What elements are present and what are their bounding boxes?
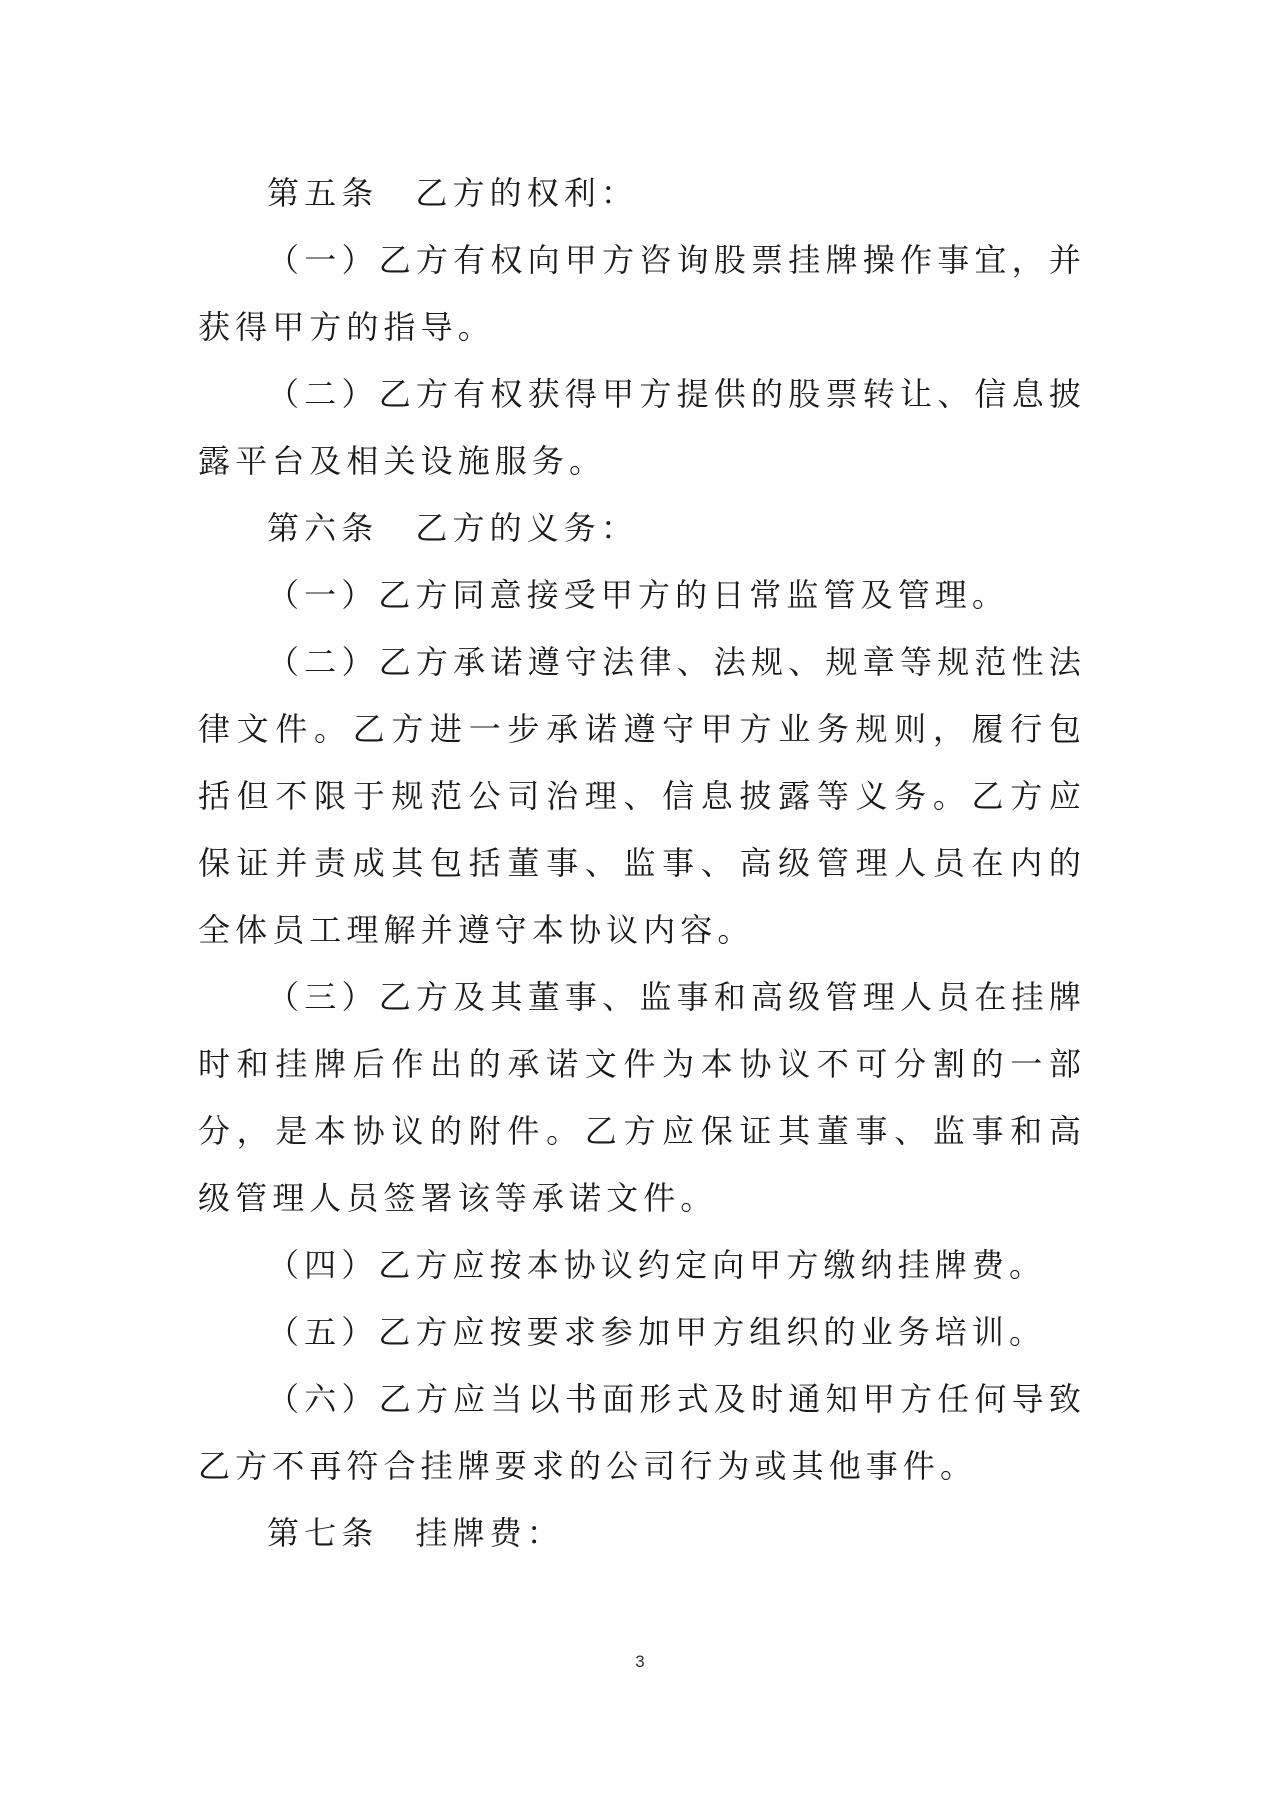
article-6-item-5: （五）乙方应按要求参加甲方组织的业务培训。	[267, 1313, 1047, 1351]
article-7-heading: 第七条 挂牌费：	[267, 1514, 564, 1552]
article-6-item-1: （一）乙方同意接受甲方的日常监管及管理。	[267, 576, 1010, 614]
document-body	[198, 160, 1086, 1567]
page-number: 3	[635, 1652, 645, 1671]
article-6-item-2: （二）乙方承诺遵守法律、法规、规章等规范性法律文件。乙方进一步承诺遵守甲方业务规则，履行包括但不限于规范公司治理、信息披露等义务。乙方应保证并责成其包括董事、监事、高级管理人员在内的全体员工理解并遵守本协议内容。	[198, 643, 1086, 949]
article-5-item-1: （一）乙方有权向甲方咨询股票挂牌操作事宜，并获得甲方的指导。	[198, 241, 1086, 346]
article-6-item-4: （四）乙方应按本协议约定向甲方缴纳挂牌费。	[267, 1246, 1047, 1284]
article-5-item-2: （二）乙方有权获得甲方提供的股票转让、信息披露平台及相关设施服务。	[198, 375, 1086, 480]
article-6-heading: 第六条 乙方的义务：	[267, 509, 639, 547]
article-5-heading: 第五条 乙方的权利：	[267, 174, 639, 212]
article-6-item-6: （六）乙方应当以书面形式及时通知甲方任何导致乙方不再符合挂牌要求的公司行为或其他事件。	[198, 1380, 1086, 1485]
article-6-item-3: （三）乙方及其董事、监事和高级管理人员在挂牌时和挂牌后作出的承诺文件为本协议不可分割的一部分，是本协议的附件。乙方应保证其董事、监事和高级管理人员签署该等承诺文件。	[198, 978, 1086, 1217]
